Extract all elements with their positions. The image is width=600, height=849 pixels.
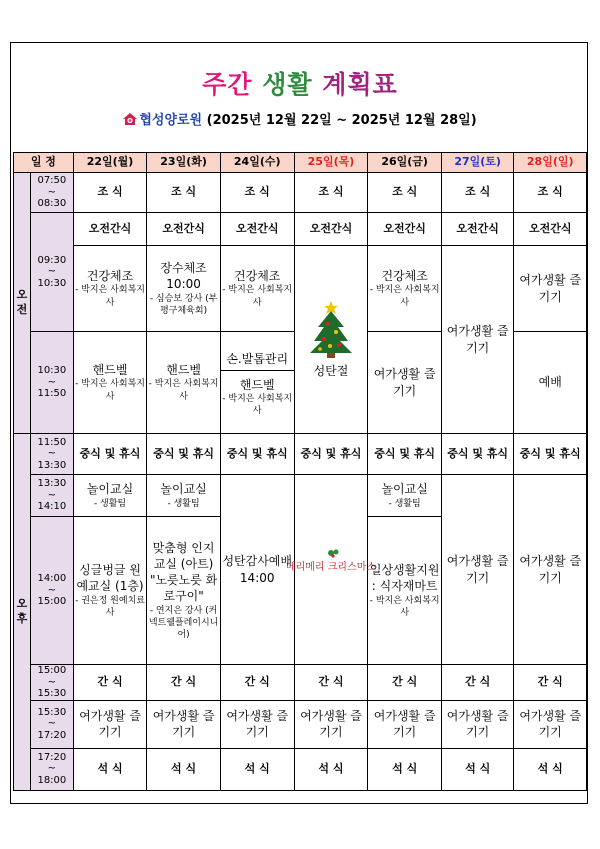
cell-am-snack: 오전간식	[220, 213, 294, 246]
header-day: 24일(수)	[220, 153, 294, 173]
time-slot: 10:30 ~ 11:50	[30, 332, 73, 434]
cell-leisure: 여가생활 즐기기	[441, 700, 514, 748]
cell-thu-pm	[285, 475, 377, 665]
cell-lunch: 중식 및 휴식	[368, 434, 441, 475]
header-day: 28일(일)	[514, 153, 587, 173]
cell-dinner: 석 식	[147, 748, 221, 790]
cell-am-snack: 오전간식	[514, 213, 587, 246]
cell-pm-snack: 간 식	[368, 665, 441, 701]
cell-pm-snack: 간 식	[441, 665, 514, 701]
header-day: 23일(화)	[147, 153, 221, 173]
table-row	[14, 246, 587, 332]
header-day: 27일(토)	[441, 153, 514, 173]
cell-pm-snack: 간 식	[147, 665, 221, 701]
cell-lunch: 중식 및 휴식	[220, 434, 294, 475]
cell-dinner: 석 식	[294, 748, 368, 790]
cell-lunch: 중식 및 휴식	[147, 434, 221, 475]
cell-breakfast: 조 식	[368, 173, 441, 213]
cell-mon-pm1: 놀이교실 - 생활팀	[73, 475, 146, 517]
cell-breakfast: 조 식	[147, 173, 221, 213]
time-slot: 13:30 ~ 14:10	[30, 475, 73, 517]
cell-leisure: 여가생활 즐기기	[73, 700, 146, 748]
cell-fri-am1: 건강체조 - 박지은 사회복지사	[368, 246, 441, 332]
header-label: 일 정	[14, 153, 74, 173]
cell-tue-am2: 핸드벨 - 박지은 사회복지사	[147, 332, 221, 434]
header-day: 26일(금)	[368, 153, 441, 173]
cell-pm-snack: 간 식	[514, 665, 587, 701]
cell-am-snack: 오전간식	[147, 213, 221, 246]
cell-leisure: 여가생활 즐기기	[147, 700, 221, 748]
weekly-schedule-table	[13, 152, 587, 791]
schedule-frame	[10, 42, 588, 804]
cell-tue-am1: 장수체조 10:00 - 심승보 강사 (부평구체육회)	[147, 246, 221, 332]
subtitle	[11, 109, 589, 128]
cell-wed-am1: 건강체조 - 박지은 사회복지사	[220, 246, 294, 332]
cell-am-snack: 오전간식	[368, 213, 441, 246]
time-slot: 15:30 ~ 17:20	[30, 700, 73, 748]
cell-dinner: 석 식	[220, 748, 294, 790]
cell-tue-pm1: 놀이교실 - 생활팀	[147, 475, 221, 517]
cell-fri-pm2: 일상생활지원 : 식자재마트 - 박지은 사회복지사	[368, 517, 441, 665]
cell-lunch: 중식 및 휴식	[514, 434, 587, 475]
cell-leisure: 여가생활 즐기기	[294, 700, 368, 748]
cell-leisure: 여가생활 즐기기	[220, 700, 294, 748]
merry-christmas-art	[285, 547, 377, 593]
time-slot: 07:50 ~ 08:30	[30, 173, 73, 213]
cell-leisure: 여가생활 즐기기	[368, 700, 441, 748]
cell-breakfast: 조 식	[73, 173, 146, 213]
cell-sat-am: 여가생활 즐기기	[441, 246, 514, 434]
cell-wed-pm: 성탄감사예배 14:00	[220, 475, 294, 665]
cell-dinner: 석 식	[73, 748, 146, 790]
header-day: 22일(월)	[73, 153, 146, 173]
cell-dinner: 석 식	[368, 748, 441, 790]
cell-mon-pm2: 싱글벙글 원예교실 (1층) - 권은정 원예치료사	[73, 517, 146, 665]
cell-pm-snack: 간 식	[73, 665, 146, 701]
table-row	[14, 475, 587, 517]
page-title: 주간 생활 계획표	[202, 70, 398, 99]
period-am: 오 전	[14, 173, 31, 434]
cell-breakfast: 조 식	[441, 173, 514, 213]
table-row	[14, 434, 587, 475]
cell-tue-pm2: 맞춤형 인지교실 (아트) "노릇노릇 화로구이" - 연지은 강사 (커넥트웰플레이시니어)	[147, 517, 221, 665]
cell-lunch: 중식 및 휴식	[73, 434, 146, 475]
cell-dinner: 석 식	[441, 748, 514, 790]
cell-sun-pm: 여가생활 즐기기	[514, 475, 587, 665]
cell-lunch: 중식 및 휴식	[294, 434, 368, 475]
table-row	[14, 700, 587, 748]
header-day: 25일(목)	[294, 153, 368, 173]
cell-lunch: 중식 및 휴식	[441, 434, 514, 475]
cell-pm-snack: 간 식	[294, 665, 368, 701]
table-row	[14, 213, 587, 246]
header-row	[14, 153, 587, 173]
table-row	[14, 665, 587, 701]
cell-thu-am: 성탄절	[294, 246, 368, 434]
org-logo-icon	[123, 113, 137, 125]
time-slot: 14:00 ~ 15:00	[30, 517, 73, 665]
table-row	[14, 173, 587, 213]
cell-fri-am2: 여가생활 즐기기	[368, 332, 441, 434]
cell-leisure: 여가생활 즐기기	[514, 700, 587, 748]
time-slot: 09:30 ~ 10:30	[30, 213, 73, 332]
cell-dinner: 석 식	[514, 748, 587, 790]
cell-sun-am1: 여가생활 즐기기	[514, 246, 587, 332]
cell-wed-am2: 손.발톱관리 핸드벨 - 박지은 사회복지사	[220, 332, 294, 434]
cell-mon-am1: 건강체조 - 박지은 사회복지사	[73, 246, 146, 332]
cell-am-snack: 오전간식	[294, 213, 368, 246]
christmas-tree-icon	[306, 299, 356, 359]
org-name: 협성양로원	[139, 113, 203, 128]
cell-sat-pm: 여가생활 즐기기	[441, 475, 514, 665]
date-range: (2025년 12월 22일 ~ 2025년 12월 28일)	[202, 113, 477, 128]
table-row	[14, 748, 587, 790]
cell-mon-am2: 핸드벨 - 박지은 사회복지사	[73, 332, 146, 434]
time-slot: 11:50 ~ 13:30	[30, 434, 73, 475]
time-slot: 15:00 ~ 15:30	[30, 665, 73, 701]
cell-am-snack: 오전간식	[73, 213, 146, 246]
cell-breakfast: 조 식	[514, 173, 587, 213]
period-pm: 오 후	[14, 434, 31, 791]
cell-breakfast: 조 식	[220, 173, 294, 213]
time-slot: 17:20 ~ 18:00	[30, 748, 73, 790]
cell-pm-snack: 간 식	[220, 665, 294, 701]
cell-am-snack: 오전간식	[441, 213, 514, 246]
cell-fri-pm1: 놀이교실 - 생활팀	[368, 475, 441, 517]
cell-breakfast: 조 식	[294, 173, 368, 213]
svg-text:메리메리 크리스마스: 메리메리 크리스마스	[285, 561, 377, 573]
cell-sun-am2: 예배	[514, 332, 587, 434]
